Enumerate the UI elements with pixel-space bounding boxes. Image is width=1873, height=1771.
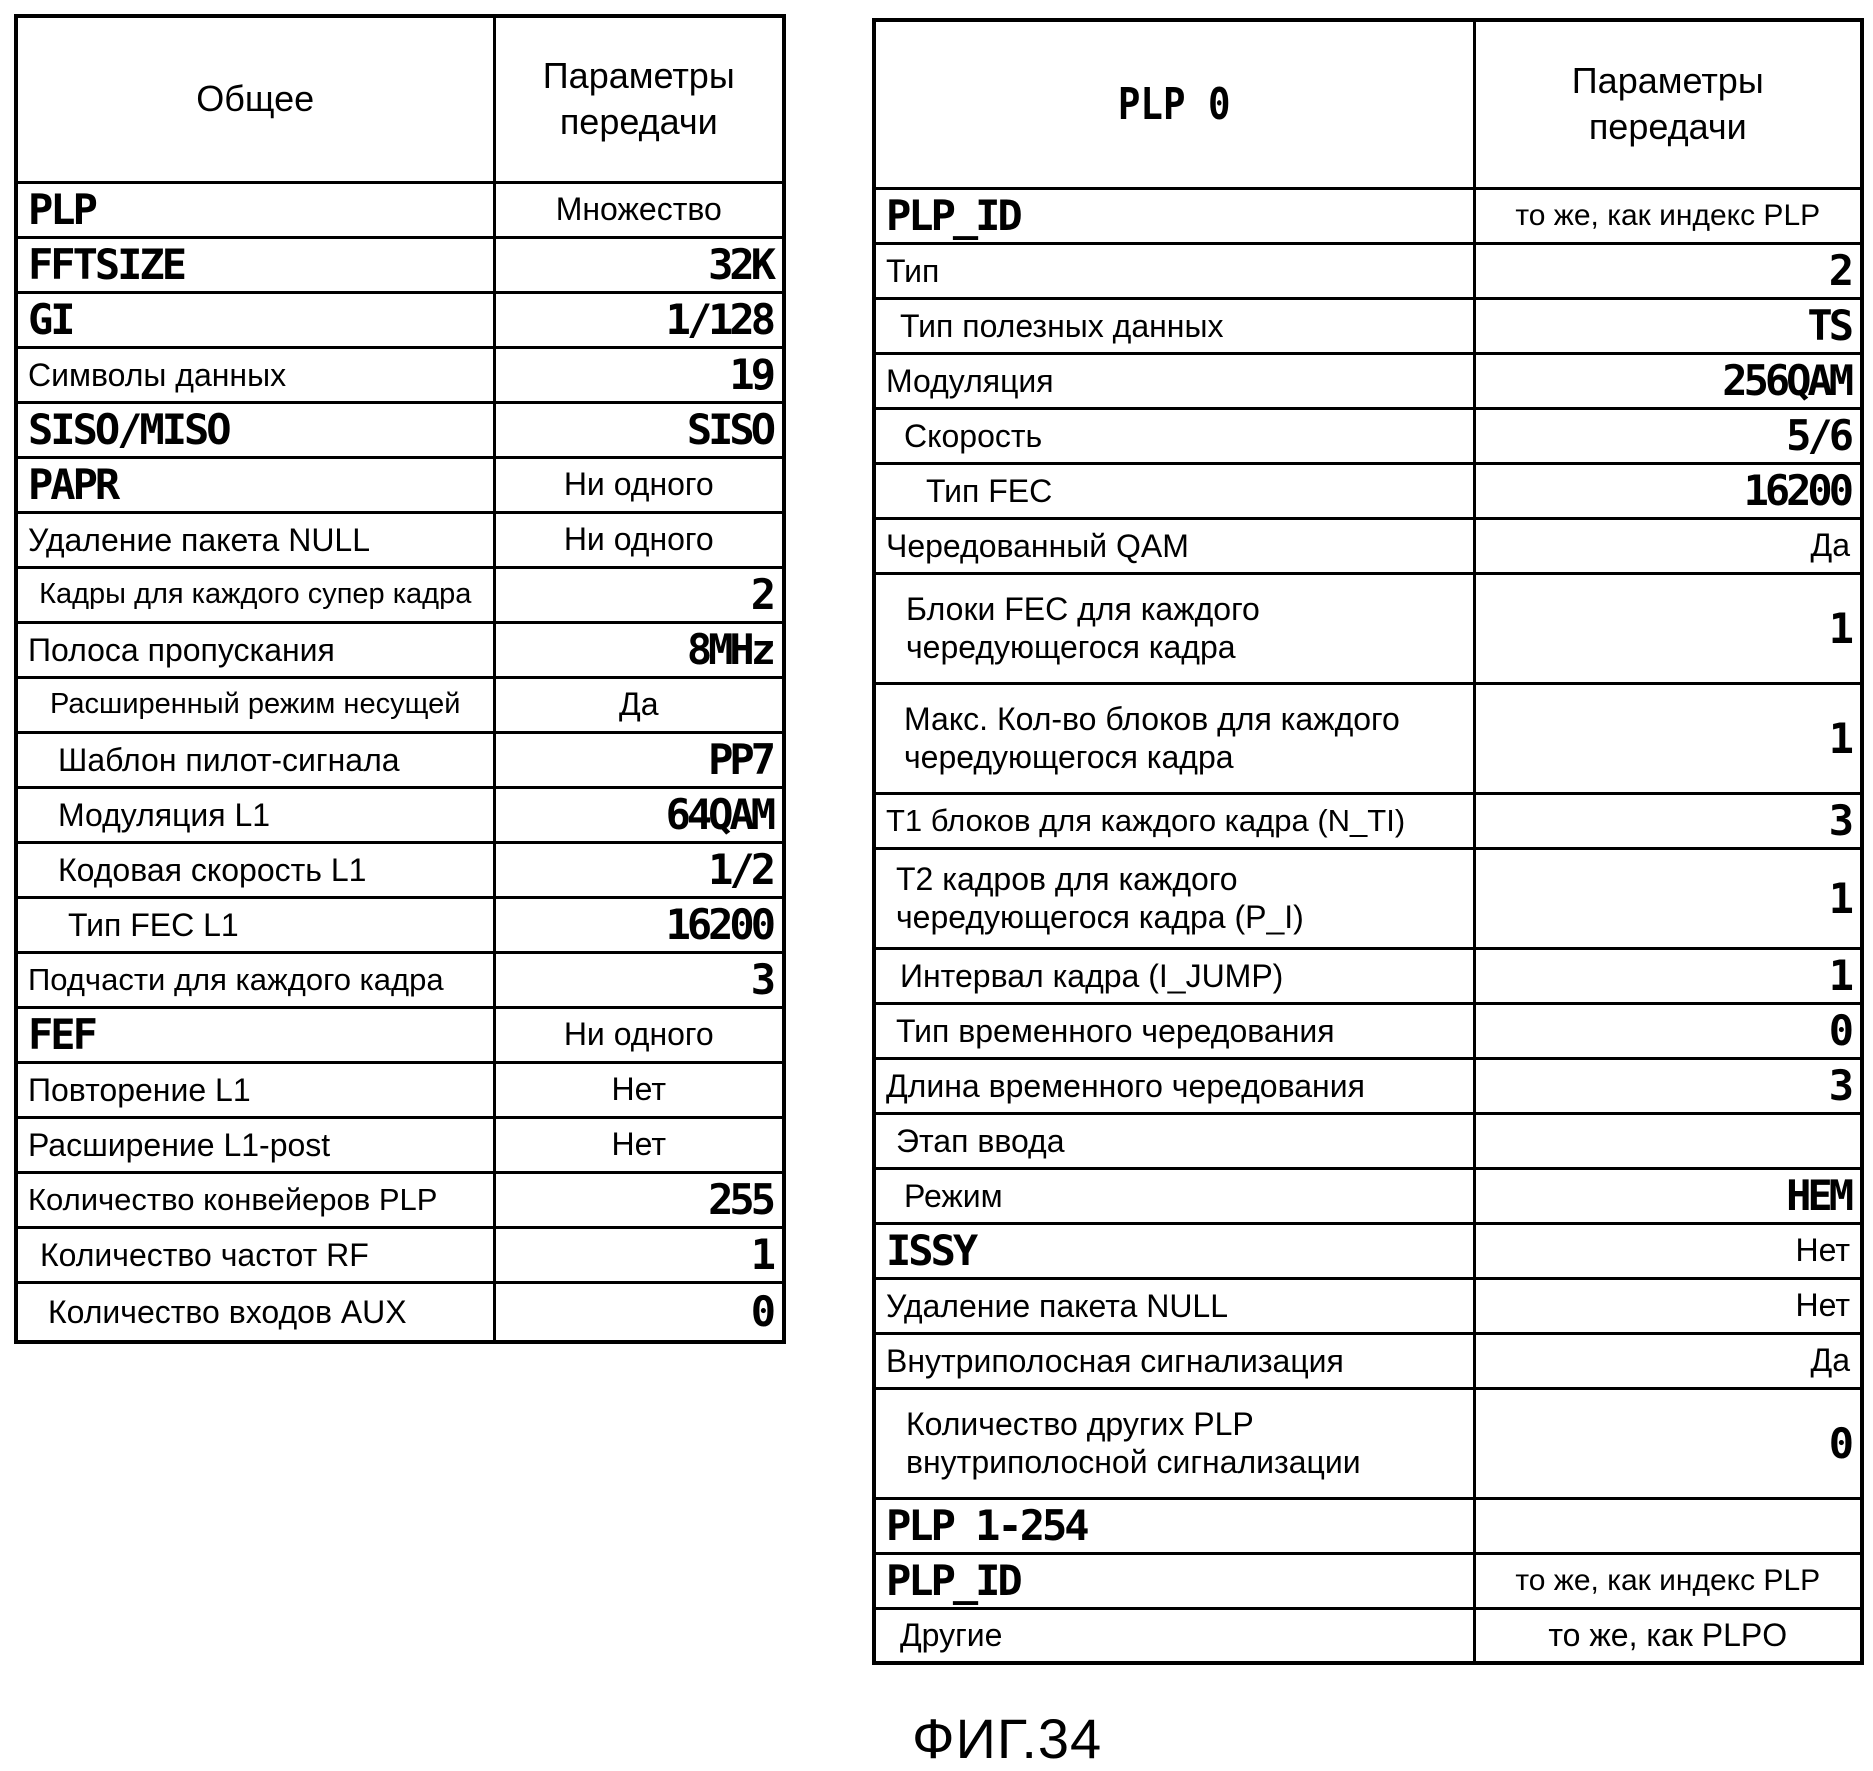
param-name: Расширенный режим несущей	[16, 677, 494, 732]
param-value: Да	[1474, 518, 1862, 573]
param-value: Да	[494, 677, 784, 732]
param-value: 16200	[494, 897, 784, 952]
param-name: PLP_ID	[874, 1553, 1474, 1608]
param-name: Тип временного чередования	[874, 1003, 1474, 1058]
param-value: Нет	[1474, 1223, 1862, 1278]
param-name: Длина временного чередования	[874, 1058, 1474, 1113]
param-name: Интервал кадра (I_JUMP)	[874, 948, 1474, 1003]
param-value: Ни одного	[494, 512, 784, 567]
param-name: SISO/MISO	[16, 402, 494, 457]
param-name: Количество конвейеров PLP	[16, 1172, 494, 1227]
param-name: Повторение L1	[16, 1062, 494, 1117]
plp0-header-left: PLP 0	[919, 20, 1429, 188]
plp0-header-right: Параметры передачи	[1474, 20, 1862, 188]
param-name: Шаблон пилот-сигнала	[16, 732, 494, 787]
general-header-right: Параметры передачи	[494, 16, 784, 182]
figure-caption: ФИГ.34	[912, 1707, 1103, 1770]
param-name: Удаление пакета NULL	[874, 1278, 1474, 1333]
param-name: Другие	[874, 1608, 1474, 1663]
param-value: 32K	[494, 237, 784, 292]
param-value: 5/6	[1474, 408, 1862, 463]
param-name: Тип полезных данных	[874, 298, 1474, 353]
param-value: 1	[1474, 948, 1862, 1003]
param-value: 19	[494, 347, 784, 402]
param-value: Множество	[494, 182, 784, 237]
param-name: T2 кадров для каждого чередующегося кадра (P_I)	[874, 848, 1474, 948]
param-value: 1	[1474, 573, 1862, 683]
param-value: 16200	[1474, 463, 1862, 518]
param-value: TS	[1474, 298, 1862, 353]
param-value: 1	[1474, 848, 1862, 948]
param-value: 0	[494, 1282, 784, 1342]
param-value	[1474, 1498, 1862, 1553]
param-value: 3	[1474, 1058, 1862, 1113]
param-value: Нет	[494, 1062, 784, 1117]
param-value: Ни одного	[494, 1007, 784, 1062]
param-value: 1/128	[494, 292, 784, 347]
param-name: PAPR	[16, 457, 494, 512]
param-value: Да	[1474, 1333, 1862, 1388]
param-value: 2	[1474, 243, 1862, 298]
param-name: Кадры для каждого супер кадра	[16, 567, 494, 622]
param-name: GI	[16, 292, 494, 347]
param-name: Чередованный QAM	[874, 518, 1474, 573]
param-value	[1474, 1113, 1862, 1168]
param-value: Ни одного	[494, 457, 784, 512]
param-name: Подчасти для каждого кадра	[16, 952, 494, 1007]
param-name: Макс. Кол-во блоков для каждого чередующегося кадра	[874, 683, 1474, 793]
param-name: Символы данных	[16, 347, 494, 402]
param-value: то же, как индекс PLP	[1474, 1553, 1862, 1608]
param-name: Модуляция L1	[16, 787, 494, 842]
param-value: то же, как индекс PLP	[1474, 188, 1862, 243]
param-name: Тип FEC	[874, 463, 1474, 518]
param-name: Скорость	[874, 408, 1474, 463]
param-value: 0	[1474, 1388, 1862, 1498]
param-value: SISO	[494, 402, 784, 457]
param-name: Внутриполосная сигнализация	[874, 1333, 1474, 1388]
param-name: PLP 1-254	[874, 1498, 1474, 1553]
param-name: Кодовая скорость L1	[16, 842, 494, 897]
param-name: Режим	[874, 1168, 1474, 1223]
param-name: ISSY	[874, 1223, 1474, 1278]
param-value: 0	[1474, 1003, 1862, 1058]
general-header-left: Общее	[16, 16, 494, 182]
param-name: Количество входов AUX	[16, 1282, 494, 1342]
plp0-parameters-table	[872, 18, 1864, 1665]
param-name: Блоки FEC для каждого чередующегося кадра	[874, 573, 1474, 683]
param-name: FEF	[16, 1007, 494, 1062]
general-parameters-table	[14, 14, 786, 1344]
param-name: Количество частот RF	[16, 1227, 494, 1282]
param-name: Модуляция	[874, 353, 1474, 408]
param-name: T1 блоков для каждого кадра (N_TI)	[874, 793, 1474, 848]
param-value: 255	[494, 1172, 784, 1227]
param-name: PLP_ID	[874, 188, 1474, 243]
param-name: Тип	[874, 243, 1474, 298]
param-value: Нет	[1474, 1278, 1862, 1333]
param-value: 1	[494, 1227, 784, 1282]
param-name: Удаление пакета NULL	[16, 512, 494, 567]
param-name: Полоса пропускания	[16, 622, 494, 677]
param-value: Нет	[494, 1117, 784, 1172]
param-value: 2	[494, 567, 784, 622]
param-name: Тип FEC L1	[16, 897, 494, 952]
param-name: FFTSIZE	[16, 237, 494, 292]
param-value: 64QAM	[494, 787, 784, 842]
param-value: 8MHz	[494, 622, 784, 677]
param-value: 3	[1474, 793, 1862, 848]
param-value: PP7	[494, 732, 784, 787]
param-value: HEM	[1474, 1168, 1862, 1223]
param-value: 256QAM	[1474, 353, 1862, 408]
param-value: 3	[494, 952, 784, 1007]
param-name: Расширение L1-post	[16, 1117, 494, 1172]
param-name: Этап ввода	[874, 1113, 1474, 1168]
param-value: 1	[1474, 683, 1862, 793]
param-value: 1/2	[494, 842, 784, 897]
param-value: то же, как PLPO	[1474, 1608, 1862, 1663]
param-name: PLP	[16, 182, 494, 237]
param-name: Количество других PLP внутриполосной сигнализации	[874, 1388, 1474, 1498]
